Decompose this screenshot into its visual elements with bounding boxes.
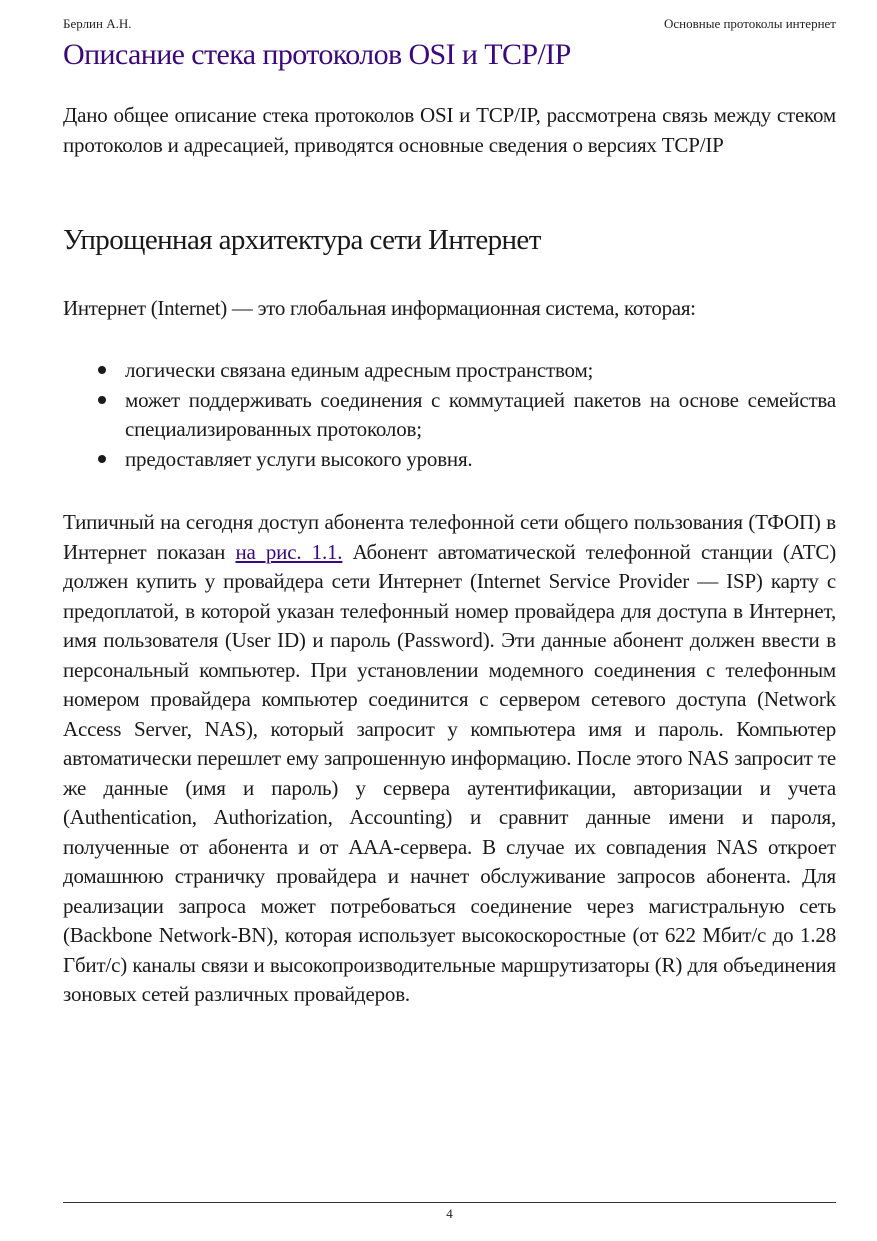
bullet-icon (98, 366, 106, 374)
body-text-after-link: Абонент автоматической телефонной станции (АТС) должен купить у провайдера сети Интернет (Internet Service Provider — ISP) карту с предоплатой, в которой указан телефонный номер провайдера для доступа в Интернет, имя пользователя (User ID) и пароль (Password). Эти данные абонент должен ввести в персональный компьютер. При установлении модемного соединения с телефонным номером провайдера компьютер соединится с сервером сетевого доступа (Network Access Server, NAS), который запросит у компьютера имя и пароль. Компьютер автоматически перешлет ему запрошенную информацию. После этого NAS запросит те же данные (имя и пароль) у сервера аутентификации, авторизации и учета (Authentication, Authorization, Accounting) и сравнит данные имени и пароля, полученные от абонента и от AAA-сервера. В случае их совпадения NAS откроет домашнюю страничку провайдера и начнет обслуживание запросов абонента. Для реализации запроса может потребоваться соединение через магистральную сеть (Backbone Network-BN), которая использует высокоскоростные (от 622 Мбит/с до 1.28 Гбит/с) каналы связи и высокопроизводительные маршрутизаторы (R) для объединения зоновых сетей различных провайдеров. (63, 539, 837, 1006)
bullet-icon (98, 455, 106, 463)
page-title: Описание стека протоколов OSI и TCP/IP (63, 38, 571, 71)
body-paragraph (63, 508, 836, 1010)
document-page (63, 0, 836, 1241)
list-item (63, 356, 836, 386)
header-course-title: Основные протоколы интернет (664, 16, 836, 31)
body-text-before-link: Типичный на сегодня доступ абонента телефонной сети общего пользования (ТФОП) в Интернет показан (63, 510, 836, 564)
intro-paragraph: Интернет (Internet) — это глобальная информационная система, которая: (63, 296, 696, 320)
running-header (63, 16, 836, 34)
bullet-icon (98, 396, 106, 404)
list-item-text: может поддерживать соединения с коммутацией пакетов на основе семейства специализированных протоколов; (125, 387, 836, 441)
list-item-text: предоставляет услуги высокого уровня. (125, 446, 473, 471)
feature-list (63, 356, 836, 474)
list-item (63, 445, 836, 475)
abstract-paragraph: Дано общее описание стека протоколов OSI и TCP/IP, рассмотрена связь между стеком протоколов и адресацией, приводятся основные сведения о версиях TCP/IP (63, 103, 836, 157)
list-item-text: логически связана единым адресным пространством; (125, 358, 594, 382)
section-heading: Упрощенная архитектура сети Интернет (63, 224, 541, 256)
page-number: 4 (446, 1206, 453, 1221)
header-author: Берлин А.Н. (63, 16, 132, 31)
figure-reference-link[interactable]: на рис. 1.1. (235, 539, 343, 564)
footer-divider (63, 1202, 836, 1203)
list-item (63, 386, 836, 445)
